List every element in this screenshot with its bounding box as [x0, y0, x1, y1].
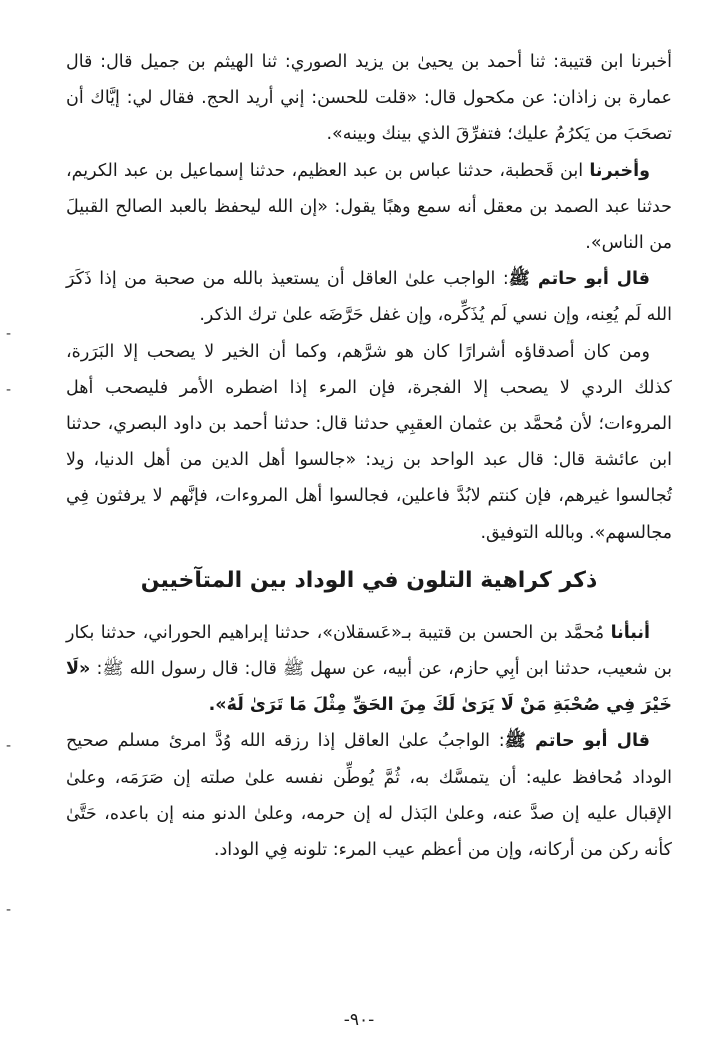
- lead-word: أنبأنا: [610, 622, 650, 643]
- paragraph-abu-hatim-comment: [66, 261, 672, 333]
- paragraph-text: مُحمَّد بن الحسن بن قتيبة بـ«عَسقلان»، حدثنا إبراهيم الحوراني، حدثنا بكار بن شعيب، حدثنا ابن أبِي حازم، عن أبيه، عن سهل ﷺ قال: قال رسول الله ﷺ:: [66, 622, 672, 680]
- margin-mark: -: [6, 738, 12, 754]
- margin-mark: -: [6, 326, 12, 342]
- paragraph-text: ابن قَحطبة، حدثنا عباس بن عبد العظيم، حدثنا إسماعيل بن عبد الكريم، حدثنا عبد الصمد بن معقل أنه سمع وهبًا يقول: «إن الله ليحفظ بالعبد الصالح القبيلَ من الناس».: [66, 160, 672, 254]
- paragraph-ibn-qutayba-narration: أخبرنا ابن قتيبة: ثنا أحمد بن يحيىٰ بن يزيد الصوري: ثنا الهيثم بن جميل قال: قال عمارة بن زاذان: عن مكحول قال: «قلت للحسن: إني أريد الحج. فقال لي: إيَّاك أن تصحَبَ من يَكرُمُ عليك؛ فتفرِّقَ الذي بينك وبينه».: [66, 52, 672, 145]
- paragraph-sahl-hadith: [66, 615, 672, 724]
- paragraph-text: : الواجبُ علىٰ العاقل إذا رزقه الله وُدَّ امرئ مسلم صحيح الوداد مُحافظ عليه: أن يتمسَّك به، ثُمَّ يُوطِّن نفسه علىٰ صلته إن صَرَمَه، وعلىٰ الإقبال عليه إن صدَّ عنه، وعلىٰ البَذل له إن حرمه، وعلىٰ الدنو منه إن باعده، حَتَّىٰ كأنه ركن من أركانه، وإن من أعظم عيب المرء: تلونه فِي الوداد.: [66, 731, 672, 861]
- margin-mark: -: [6, 382, 12, 398]
- margin-mark: -: [6, 902, 12, 918]
- paragraph-text: : الواجب علىٰ العاقل أن يستعيذ بالله من صحبة من إذا ذَكَرَ الله لَم يُعِنه، وإن نسي لَم يُذَكِّره، وإن غفل حَرَّضَه علىٰ ترك الذكر.: [66, 269, 672, 326]
- page-number: -٩٠-: [343, 1010, 375, 1030]
- lead-word: وأخبرنا: [589, 160, 650, 181]
- lead-phrase: قال أبو حاتم ﷺ: [508, 269, 651, 290]
- section-fickleness-in-friendship: [66, 615, 672, 868]
- hadith-quote: «لَا خَيْرَ فِي صُحْبَةِ مَنْ لَا يَرَىٰ لَكَ مِنَ الحَقِّ مِثْلَ مَا تَرَىٰ لَهُ».: [66, 659, 672, 716]
- paragraph-bad-companions: ومن كان أصدقاؤه أشرارًا كان هو شرَّهم، وكما أن الخير لا يصحب إلا البَرَرة، كذلك الردي لا يصحب إلا الفجرة، فإن المرء إذا اضطره الأمر فليصحب أهل المروءات؛ لأن مُحمَّد بن عثمان العقبِي حدثنا قال: حدثنا أحمد بن داود البصري، حدثنا ابن عائشة قال: قال عبد الواحد بن زيد: «جالسوا أهل الدين من أهل الدنيا، ولا تُجالسوا غيرهم، فإن كنتم لابُدَّ فاعلين، فجالسوا أهل المروءات، فإنَّهم لا يرفثون فِي مجالسهم». وبالله التوفيق.: [66, 341, 672, 543]
- lead-phrase: قال أبو حاتم ﷺ: [504, 731, 650, 752]
- section-heading: ذكر كراهية التلون في الوداد بين المتآخيين: [140, 567, 598, 593]
- section-friendship-narrations: [66, 44, 672, 551]
- paragraph-ibn-qahtaba-narration: [66, 153, 672, 262]
- paragraph-abu-hatim-duty: [66, 723, 672, 868]
- page-body: [66, 44, 672, 868]
